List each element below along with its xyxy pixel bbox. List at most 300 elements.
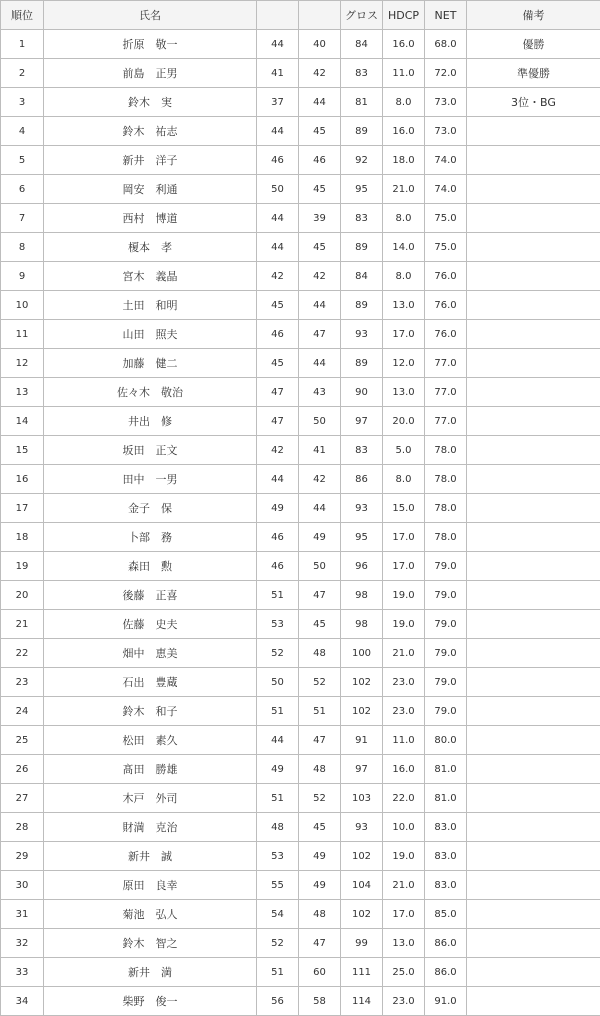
gross-score-cell: 98 xyxy=(341,581,383,610)
player-name-cell: 財満 克治 xyxy=(44,813,257,842)
hdcp-cell: 17.0 xyxy=(383,523,425,552)
gross-score-cell: 114 xyxy=(341,987,383,1016)
hdcp-cell: 22.0 xyxy=(383,784,425,813)
in-score-cell: 48 xyxy=(299,755,341,784)
in-score-cell: 42 xyxy=(299,59,341,88)
in-score-cell: 43 xyxy=(299,378,341,407)
out-score-cell: 46 xyxy=(257,146,299,175)
gross-score-cell: 100 xyxy=(341,639,383,668)
net-score-cell: 78.0 xyxy=(425,436,467,465)
in-score-cell: 47 xyxy=(299,726,341,755)
rank-cell: 15 xyxy=(1,436,44,465)
out-score-cell: 53 xyxy=(257,842,299,871)
note-cell xyxy=(467,697,600,726)
out-score-cell: 47 xyxy=(257,378,299,407)
player-name-cell: 畑中 恵美 xyxy=(44,639,257,668)
hdcp-cell: 13.0 xyxy=(383,929,425,958)
gross-score-cell: 89 xyxy=(341,349,383,378)
player-name-cell: 森田 勲 xyxy=(44,552,257,581)
note-cell xyxy=(467,871,600,900)
gross-score-cell: 97 xyxy=(341,407,383,436)
net-score-cell: 79.0 xyxy=(425,610,467,639)
in-score-cell: 49 xyxy=(299,842,341,871)
note-cell xyxy=(467,523,600,552)
table-row xyxy=(1,987,600,1016)
player-name-cell: 佐々木 敬治 xyxy=(44,378,257,407)
gross-score-cell: 81 xyxy=(341,88,383,117)
rank-cell: 9 xyxy=(1,262,44,291)
hdcp-cell: 19.0 xyxy=(383,842,425,871)
net-score-cell: 83.0 xyxy=(425,871,467,900)
rank-cell: 1 xyxy=(1,30,44,59)
net-score-cell: 91.0 xyxy=(425,987,467,1016)
rank-cell: 26 xyxy=(1,755,44,784)
net-score-cell: 74.0 xyxy=(425,146,467,175)
table-row xyxy=(1,755,600,784)
gross-score-cell: 93 xyxy=(341,813,383,842)
note-cell xyxy=(467,784,600,813)
table-row xyxy=(1,958,600,987)
note-cell xyxy=(467,349,600,378)
rank-cell: 11 xyxy=(1,320,44,349)
header-in xyxy=(299,1,341,30)
in-score-cell: 44 xyxy=(299,88,341,117)
in-score-cell: 50 xyxy=(299,407,341,436)
note-cell xyxy=(467,813,600,842)
out-score-cell: 42 xyxy=(257,436,299,465)
hdcp-cell: 14.0 xyxy=(383,233,425,262)
hdcp-cell: 23.0 xyxy=(383,697,425,726)
table-row xyxy=(1,581,600,610)
note-cell xyxy=(467,668,600,697)
table-row xyxy=(1,320,600,349)
hdcp-cell: 23.0 xyxy=(383,987,425,1016)
player-name-cell: 前島 正男 xyxy=(44,59,257,88)
table-row xyxy=(1,436,600,465)
hdcp-cell: 16.0 xyxy=(383,755,425,784)
in-score-cell: 45 xyxy=(299,117,341,146)
note-cell xyxy=(467,436,600,465)
in-score-cell: 49 xyxy=(299,871,341,900)
net-score-cell: 81.0 xyxy=(425,784,467,813)
in-score-cell: 52 xyxy=(299,784,341,813)
hdcp-cell: 25.0 xyxy=(383,958,425,987)
player-name-cell: 新井 誠 xyxy=(44,842,257,871)
net-score-cell: 79.0 xyxy=(425,639,467,668)
player-name-cell: 新井 満 xyxy=(44,958,257,987)
player-name-cell: 加藤 健二 xyxy=(44,349,257,378)
out-score-cell: 44 xyxy=(257,726,299,755)
gross-score-cell: 89 xyxy=(341,117,383,146)
out-score-cell: 41 xyxy=(257,59,299,88)
player-name-cell: 坂田 正文 xyxy=(44,436,257,465)
net-score-cell: 81.0 xyxy=(425,755,467,784)
in-score-cell: 41 xyxy=(299,436,341,465)
net-score-cell: 86.0 xyxy=(425,958,467,987)
net-score-cell: 75.0 xyxy=(425,233,467,262)
table-row xyxy=(1,784,600,813)
net-score-cell: 78.0 xyxy=(425,465,467,494)
gross-score-cell: 104 xyxy=(341,871,383,900)
net-score-cell: 79.0 xyxy=(425,581,467,610)
gross-score-cell: 97 xyxy=(341,755,383,784)
hdcp-cell: 23.0 xyxy=(383,668,425,697)
player-name-cell: 松田 素久 xyxy=(44,726,257,755)
rank-cell: 7 xyxy=(1,204,44,233)
note-cell xyxy=(467,320,600,349)
note-cell: 準優勝 xyxy=(467,59,600,88)
rank-cell: 16 xyxy=(1,465,44,494)
rank-cell: 28 xyxy=(1,813,44,842)
note-cell xyxy=(467,639,600,668)
player-name-cell: 木戸 外司 xyxy=(44,784,257,813)
player-name-cell: 佐藤 史夫 xyxy=(44,610,257,639)
out-score-cell: 44 xyxy=(257,30,299,59)
out-score-cell: 37 xyxy=(257,88,299,117)
net-score-cell: 74.0 xyxy=(425,175,467,204)
player-name-cell: 新井 洋子 xyxy=(44,146,257,175)
table-row xyxy=(1,552,600,581)
in-score-cell: 48 xyxy=(299,639,341,668)
net-score-cell: 77.0 xyxy=(425,349,467,378)
gross-score-cell: 84 xyxy=(341,30,383,59)
table-row xyxy=(1,871,600,900)
hdcp-cell: 8.0 xyxy=(383,465,425,494)
gross-score-cell: 89 xyxy=(341,233,383,262)
rank-cell: 29 xyxy=(1,842,44,871)
net-score-cell: 78.0 xyxy=(425,494,467,523)
player-name-cell: 宮木 義晶 xyxy=(44,262,257,291)
net-score-cell: 86.0 xyxy=(425,929,467,958)
net-score-cell: 79.0 xyxy=(425,697,467,726)
player-name-cell: 榎本 孝 xyxy=(44,233,257,262)
note-cell xyxy=(467,175,600,204)
rank-cell: 6 xyxy=(1,175,44,204)
note-cell xyxy=(467,117,600,146)
player-name-cell: 岡安 利通 xyxy=(44,175,257,204)
table-row xyxy=(1,668,600,697)
in-score-cell: 45 xyxy=(299,813,341,842)
in-score-cell: 48 xyxy=(299,900,341,929)
gross-score-cell: 83 xyxy=(341,204,383,233)
in-score-cell: 39 xyxy=(299,204,341,233)
out-score-cell: 54 xyxy=(257,900,299,929)
table-row xyxy=(1,929,600,958)
out-score-cell: 46 xyxy=(257,552,299,581)
table-row xyxy=(1,494,600,523)
net-score-cell: 79.0 xyxy=(425,552,467,581)
hdcp-cell: 19.0 xyxy=(383,581,425,610)
player-name-cell: 柴野 俊一 xyxy=(44,987,257,1016)
net-score-cell: 80.0 xyxy=(425,726,467,755)
table-header xyxy=(1,1,600,30)
note-cell xyxy=(467,262,600,291)
player-name-cell: 原田 良幸 xyxy=(44,871,257,900)
table-row xyxy=(1,349,600,378)
hdcp-cell: 20.0 xyxy=(383,407,425,436)
rank-cell: 3 xyxy=(1,88,44,117)
table-row xyxy=(1,233,600,262)
player-name-cell: 井出 修 xyxy=(44,407,257,436)
gross-score-cell: 98 xyxy=(341,610,383,639)
table-row xyxy=(1,813,600,842)
gross-score-cell: 92 xyxy=(341,146,383,175)
out-score-cell: 46 xyxy=(257,320,299,349)
gross-score-cell: 84 xyxy=(341,262,383,291)
table-row xyxy=(1,726,600,755)
player-name-cell: 菊池 弘人 xyxy=(44,900,257,929)
in-score-cell: 45 xyxy=(299,610,341,639)
header-name: 氏名 xyxy=(44,1,257,30)
player-name-cell: 鈴木 祐志 xyxy=(44,117,257,146)
rank-cell: 20 xyxy=(1,581,44,610)
gross-score-cell: 102 xyxy=(341,697,383,726)
rank-cell: 17 xyxy=(1,494,44,523)
table-row xyxy=(1,262,600,291)
net-score-cell: 73.0 xyxy=(425,88,467,117)
note-cell xyxy=(467,987,600,1016)
out-score-cell: 44 xyxy=(257,465,299,494)
out-score-cell: 53 xyxy=(257,610,299,639)
hdcp-cell: 12.0 xyxy=(383,349,425,378)
player-name-cell: 鈴木 和子 xyxy=(44,697,257,726)
rank-cell: 2 xyxy=(1,59,44,88)
in-score-cell: 47 xyxy=(299,929,341,958)
table-row xyxy=(1,900,600,929)
gross-score-cell: 103 xyxy=(341,784,383,813)
hdcp-cell: 13.0 xyxy=(383,378,425,407)
note-cell xyxy=(467,581,600,610)
in-score-cell: 45 xyxy=(299,175,341,204)
player-name-cell: 西村 博道 xyxy=(44,204,257,233)
note-cell xyxy=(467,465,600,494)
net-score-cell: 79.0 xyxy=(425,668,467,697)
table-body xyxy=(1,30,600,1016)
gross-score-cell: 102 xyxy=(341,668,383,697)
rank-cell: 32 xyxy=(1,929,44,958)
rank-cell: 31 xyxy=(1,900,44,929)
hdcp-cell: 17.0 xyxy=(383,900,425,929)
in-score-cell: 44 xyxy=(299,291,341,320)
rank-cell: 4 xyxy=(1,117,44,146)
rank-cell: 18 xyxy=(1,523,44,552)
out-score-cell: 44 xyxy=(257,204,299,233)
out-score-cell: 51 xyxy=(257,697,299,726)
rank-cell: 30 xyxy=(1,871,44,900)
in-score-cell: 45 xyxy=(299,233,341,262)
net-score-cell: 76.0 xyxy=(425,262,467,291)
player-name-cell: 土田 和明 xyxy=(44,291,257,320)
note-cell xyxy=(467,494,600,523)
out-score-cell: 42 xyxy=(257,262,299,291)
rank-cell: 22 xyxy=(1,639,44,668)
hdcp-cell: 8.0 xyxy=(383,88,425,117)
player-name-cell: 鈴木 智之 xyxy=(44,929,257,958)
table-row xyxy=(1,30,600,59)
hdcp-cell: 8.0 xyxy=(383,204,425,233)
player-name-cell: 金子 保 xyxy=(44,494,257,523)
net-score-cell: 78.0 xyxy=(425,523,467,552)
rank-cell: 14 xyxy=(1,407,44,436)
out-score-cell: 51 xyxy=(257,958,299,987)
note-cell: 3位・BG xyxy=(467,88,600,117)
note-cell xyxy=(467,204,600,233)
net-score-cell: 76.0 xyxy=(425,320,467,349)
table-row xyxy=(1,175,600,204)
rank-cell: 12 xyxy=(1,349,44,378)
in-score-cell: 60 xyxy=(299,958,341,987)
rank-cell: 10 xyxy=(1,291,44,320)
out-score-cell: 49 xyxy=(257,494,299,523)
hdcp-cell: 8.0 xyxy=(383,262,425,291)
in-score-cell: 50 xyxy=(299,552,341,581)
note-cell xyxy=(467,378,600,407)
gross-score-cell: 95 xyxy=(341,523,383,552)
table-row xyxy=(1,465,600,494)
gross-score-cell: 99 xyxy=(341,929,383,958)
table-row xyxy=(1,204,600,233)
net-score-cell: 77.0 xyxy=(425,407,467,436)
rank-cell: 25 xyxy=(1,726,44,755)
out-score-cell: 44 xyxy=(257,233,299,262)
out-score-cell: 44 xyxy=(257,117,299,146)
net-score-cell: 76.0 xyxy=(425,291,467,320)
hdcp-cell: 10.0 xyxy=(383,813,425,842)
rank-cell: 21 xyxy=(1,610,44,639)
in-score-cell: 44 xyxy=(299,349,341,378)
table-row xyxy=(1,697,600,726)
rank-cell: 13 xyxy=(1,378,44,407)
rank-cell: 23 xyxy=(1,668,44,697)
note-cell xyxy=(467,146,600,175)
out-score-cell: 50 xyxy=(257,175,299,204)
net-score-cell: 68.0 xyxy=(425,30,467,59)
player-name-cell: 山田 照夫 xyxy=(44,320,257,349)
table-row xyxy=(1,610,600,639)
header-net: NET xyxy=(425,1,467,30)
note-cell xyxy=(467,900,600,929)
in-score-cell: 46 xyxy=(299,146,341,175)
out-score-cell: 50 xyxy=(257,668,299,697)
player-name-cell: 折原 敬一 xyxy=(44,30,257,59)
net-score-cell: 73.0 xyxy=(425,117,467,146)
table-row xyxy=(1,146,600,175)
player-name-cell: 石出 豊蔵 xyxy=(44,668,257,697)
gross-score-cell: 93 xyxy=(341,494,383,523)
gross-score-cell: 102 xyxy=(341,842,383,871)
hdcp-cell: 13.0 xyxy=(383,291,425,320)
in-score-cell: 47 xyxy=(299,581,341,610)
in-score-cell: 42 xyxy=(299,465,341,494)
note-cell xyxy=(467,610,600,639)
rank-cell: 27 xyxy=(1,784,44,813)
gross-score-cell: 111 xyxy=(341,958,383,987)
player-name-cell: 田中 一男 xyxy=(44,465,257,494)
gross-score-cell: 83 xyxy=(341,59,383,88)
net-score-cell: 83.0 xyxy=(425,842,467,871)
rank-cell: 24 xyxy=(1,697,44,726)
in-score-cell: 49 xyxy=(299,523,341,552)
note-cell xyxy=(467,755,600,784)
header-rank: 順位 xyxy=(1,1,44,30)
net-score-cell: 83.0 xyxy=(425,813,467,842)
net-score-cell: 72.0 xyxy=(425,59,467,88)
out-score-cell: 51 xyxy=(257,784,299,813)
note-cell: 優勝 xyxy=(467,30,600,59)
rank-cell: 5 xyxy=(1,146,44,175)
note-cell xyxy=(467,958,600,987)
table-row xyxy=(1,842,600,871)
gross-score-cell: 89 xyxy=(341,291,383,320)
table-row xyxy=(1,639,600,668)
hdcp-cell: 18.0 xyxy=(383,146,425,175)
out-score-cell: 48 xyxy=(257,813,299,842)
rank-cell: 33 xyxy=(1,958,44,987)
out-score-cell: 45 xyxy=(257,349,299,378)
table-row xyxy=(1,291,600,320)
net-score-cell: 85.0 xyxy=(425,900,467,929)
in-score-cell: 47 xyxy=(299,320,341,349)
note-cell xyxy=(467,726,600,755)
in-score-cell: 58 xyxy=(299,987,341,1016)
table-row xyxy=(1,59,600,88)
out-score-cell: 47 xyxy=(257,407,299,436)
gross-score-cell: 93 xyxy=(341,320,383,349)
hdcp-cell: 17.0 xyxy=(383,320,425,349)
hdcp-cell: 5.0 xyxy=(383,436,425,465)
header-note: 備考 xyxy=(467,1,600,30)
out-score-cell: 51 xyxy=(257,581,299,610)
player-name-cell: 鈴木 実 xyxy=(44,88,257,117)
table-row xyxy=(1,88,600,117)
header-out xyxy=(257,1,299,30)
header-gross: グロス xyxy=(341,1,383,30)
hdcp-cell: 11.0 xyxy=(383,59,425,88)
rank-cell: 19 xyxy=(1,552,44,581)
hdcp-cell: 21.0 xyxy=(383,175,425,204)
out-score-cell: 45 xyxy=(257,291,299,320)
note-cell xyxy=(467,842,600,871)
net-score-cell: 77.0 xyxy=(425,378,467,407)
hdcp-cell: 21.0 xyxy=(383,871,425,900)
header-row xyxy=(1,1,600,30)
hdcp-cell: 19.0 xyxy=(383,610,425,639)
out-score-cell: 55 xyxy=(257,871,299,900)
out-score-cell: 52 xyxy=(257,929,299,958)
hdcp-cell: 16.0 xyxy=(383,117,425,146)
net-score-cell: 75.0 xyxy=(425,204,467,233)
rank-cell: 8 xyxy=(1,233,44,262)
hdcp-cell: 17.0 xyxy=(383,552,425,581)
rank-cell: 34 xyxy=(1,987,44,1016)
gross-score-cell: 96 xyxy=(341,552,383,581)
note-cell xyxy=(467,929,600,958)
player-name-cell: 後藤 正喜 xyxy=(44,581,257,610)
out-score-cell: 56 xyxy=(257,987,299,1016)
hdcp-cell: 11.0 xyxy=(383,726,425,755)
note-cell xyxy=(467,291,600,320)
hdcp-cell: 15.0 xyxy=(383,494,425,523)
in-score-cell: 44 xyxy=(299,494,341,523)
table-row xyxy=(1,407,600,436)
gross-score-cell: 95 xyxy=(341,175,383,204)
table-row xyxy=(1,523,600,552)
in-score-cell: 51 xyxy=(299,697,341,726)
in-score-cell: 42 xyxy=(299,262,341,291)
table-row xyxy=(1,117,600,146)
hdcp-cell: 21.0 xyxy=(383,639,425,668)
out-score-cell: 52 xyxy=(257,639,299,668)
